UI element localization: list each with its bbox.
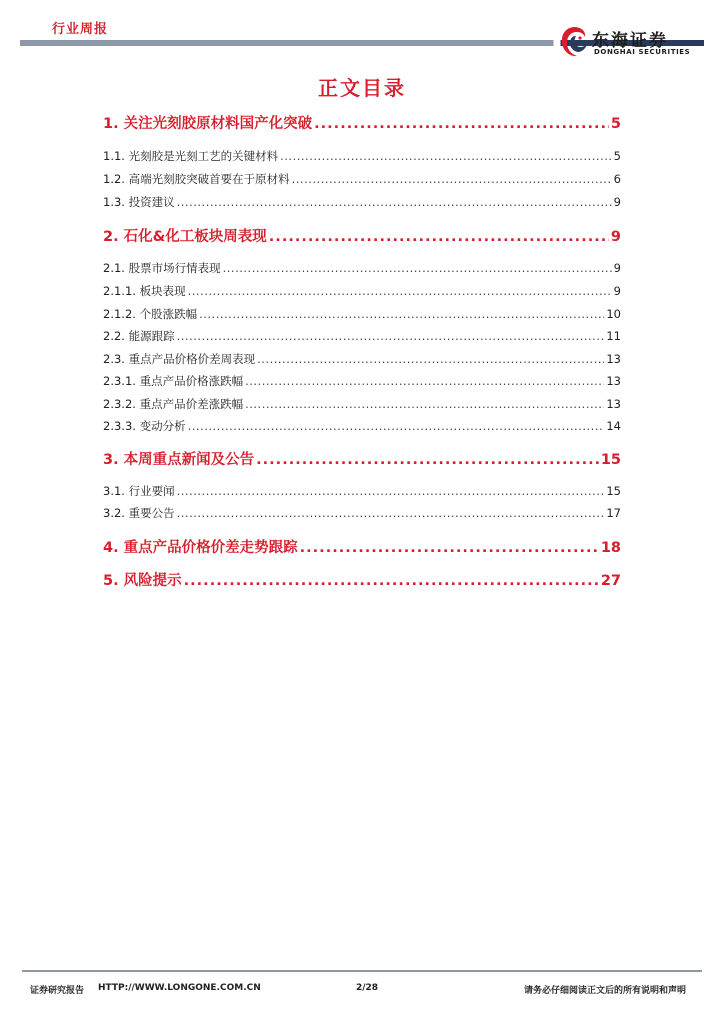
toc-leader-dots [188, 284, 612, 298]
toc-leader-dots [188, 419, 605, 433]
toc-entry-page: 13 [606, 397, 621, 411]
toc-entry-label: 5. 风险提示 [103, 573, 182, 589]
toc-entry-page: 14 [606, 419, 621, 433]
toc-entry[interactable] [103, 194, 621, 210]
toc-entry-page: 18 [600, 540, 621, 556]
toc-entry-page: 9 [610, 229, 621, 245]
toc-entry-label: 3.1. 行业要闻 [103, 484, 175, 498]
company-logo [558, 24, 708, 62]
toc-leader-dots [292, 172, 612, 186]
toc-entry[interactable] [103, 418, 621, 434]
toc-leader-dots [245, 397, 604, 411]
toc-entry[interactable] [103, 171, 621, 187]
toc-entry[interactable] [103, 351, 621, 367]
toc-entry-page: 10 [606, 307, 621, 321]
footer-report-type: 证券研究报告 [30, 986, 85, 996]
toc-leader-dots [257, 352, 604, 366]
toc-entry[interactable] [103, 396, 621, 412]
toc-entry[interactable] [103, 148, 621, 164]
toc-entry-page: 9 [613, 261, 621, 275]
toc-entry-page: 9 [613, 284, 621, 298]
toc-entry[interactable] [103, 283, 621, 299]
toc-entry[interactable] [103, 225, 621, 246]
toc-entry-label: 2.3. 重点产品价格价差周表现 [103, 352, 256, 366]
toc-entry-label: 4. 重点产品价格价差走势跟踪 [103, 540, 298, 556]
toc-entry-page: 9 [613, 195, 621, 209]
toc-entry-page: 27 [600, 573, 621, 589]
toc-entry[interactable] [103, 260, 621, 276]
toc-leader-dots [269, 229, 609, 245]
toc-entry-page: 17 [606, 506, 621, 520]
toc-entry[interactable] [103, 112, 621, 133]
footer-rule [22, 970, 702, 972]
toc-entry-label: 2.3.1. 重点产品价格涨跌幅 [103, 374, 244, 388]
toc-entry[interactable] [103, 536, 621, 557]
toc-entry-page: 15 [606, 484, 621, 498]
toc-entry-label: 2.1.1. 板块表现 [103, 284, 186, 298]
toc-leader-dots [280, 149, 612, 163]
toc-leader-dots [177, 506, 605, 520]
toc-entry-page: 5 [613, 149, 621, 163]
toc-entry-page: 5 [610, 116, 621, 132]
footer-page-number: 2/28 [356, 983, 379, 993]
page-title: 正文目录 [318, 76, 406, 100]
footer-url[interactable]: HTTP://WWW.LONGONE.COM.CN [98, 983, 261, 993]
toc-entry[interactable] [103, 569, 621, 590]
toc-leader-dots [223, 261, 612, 275]
toc-leader-dots [199, 307, 604, 321]
toc-entry-label: 2.1.2. 个股涨跌幅 [103, 307, 198, 321]
toc-entry-page: 11 [606, 329, 621, 343]
toc-leader-dots [245, 374, 604, 388]
toc-entry[interactable] [103, 328, 621, 344]
toc-entry-label: 2.3.3. 变动分析 [103, 419, 186, 433]
toc-entry-page: 6 [613, 172, 621, 186]
logo-chinese-name: 东海证券 [592, 31, 668, 51]
toc-entry-label: 2.3.2. 重点产品价差涨跌幅 [103, 397, 244, 411]
toc-entry[interactable] [103, 505, 621, 521]
dragon-logo-icon [558, 24, 590, 60]
toc-entry[interactable] [103, 483, 621, 499]
toc-entry-label: 3.2. 重要公告 [103, 506, 175, 520]
toc-entry-label: 2. 石化&化工板块周表现 [103, 229, 267, 245]
toc-entry-page: 15 [600, 452, 621, 468]
toc-entry-label: 2.1. 股票市场行情表现 [103, 261, 221, 275]
toc-leader-dots [314, 116, 609, 132]
toc-entry-label: 1.2. 高端光刻胶突破首要在于原材料 [103, 172, 290, 186]
toc-leader-dots [300, 540, 599, 556]
toc-entry-label: 1.3. 投资建议 [103, 195, 175, 209]
logo-english-name: DONGHAI SECURITIES [594, 48, 691, 56]
toc-entry-label: 1.1. 光刻胶是光刻工艺的关键材料 [103, 149, 279, 163]
toc-entry[interactable] [103, 373, 621, 389]
toc-leader-dots [177, 195, 612, 209]
toc-entry[interactable] [103, 306, 621, 322]
toc-leader-dots [256, 452, 599, 468]
header-tag: 行业周报 [52, 22, 109, 37]
toc-entry-label: 2.2. 能源跟踪 [103, 329, 175, 343]
toc-entry-label: 3. 本周重点新闻及公告 [103, 452, 255, 468]
footer-disclaimer: 请务必仔细阅读正文后的所有说明和声明 [524, 986, 687, 996]
toc-entry-page: 13 [606, 352, 621, 366]
toc-leader-dots [177, 329, 605, 343]
toc-entry-page: 13 [606, 374, 621, 388]
toc-leader-dots [184, 573, 599, 589]
toc-leader-dots [177, 484, 605, 498]
toc-entry-label: 1. 关注光刻胶原材料国产化突破 [103, 116, 313, 132]
toc-entry[interactable] [103, 448, 621, 469]
